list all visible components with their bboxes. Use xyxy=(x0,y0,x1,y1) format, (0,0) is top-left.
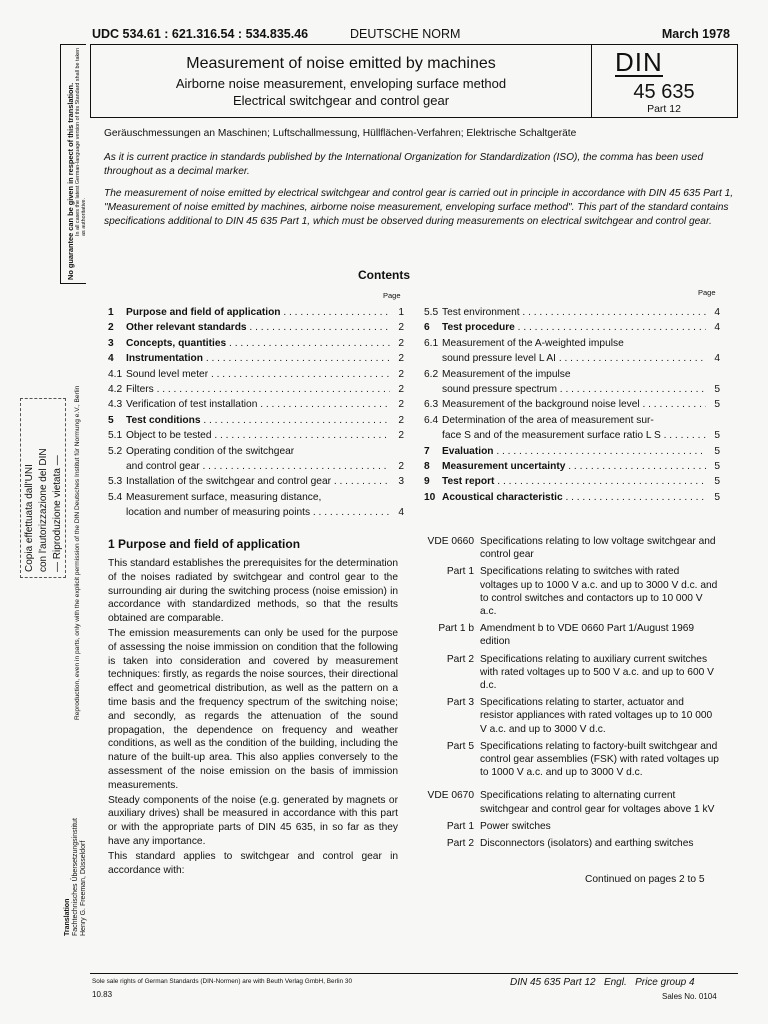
toc-entry-page: 5 xyxy=(714,476,720,488)
toc-entry-page: 2 xyxy=(398,430,404,442)
guarantee-note: No guarantee can be given in respect of this translation. xyxy=(66,82,75,280)
toc-entry xyxy=(108,490,404,505)
toc-entry-label: Test report xyxy=(442,476,495,488)
vde-entry-text: Specifications relating to starter, actuator and resistor appliances with rated voltages up to 10 000 V a.c. and up to 3000 V d.c. xyxy=(480,697,713,735)
section-1-heading: 1 Purpose and field of application xyxy=(108,537,301,551)
toc-entry-page xyxy=(706,367,720,382)
document-title: Measurement of noise emitted by machines xyxy=(186,55,496,72)
vde-entry xyxy=(418,740,720,780)
vde-entry xyxy=(418,789,720,815)
vde-entry-key: Part 3 xyxy=(446,697,474,709)
toc-entry-label: Concepts, quantities xyxy=(126,337,227,349)
toc-entry xyxy=(108,459,404,474)
toc-entry-page: 5 xyxy=(714,384,720,396)
section-1-para-1: This standard establishes the prerequisites for the determination of the noises radiated by switchgear and control gear to the surrounding air during the switching process (noise emission) in accordance with standardized methods, so that the results obtained are comparable. xyxy=(108,558,398,625)
toc-entry-page: 4 xyxy=(398,507,404,519)
toc-entry-page xyxy=(706,336,720,351)
toc-entry-label: Object to be tested xyxy=(126,430,212,442)
toc-entry-page: 5 xyxy=(714,461,720,473)
toc-entry-number: 5.2 xyxy=(108,445,123,457)
translation-person: Henry G. Freeman, Düsseldorf xyxy=(80,840,87,936)
sale-rights: Sole sale rights of German Standards (DIN-Normen) are with Beuth Verlag GmbH, Berlin 30 xyxy=(92,978,352,985)
toc-entry xyxy=(424,474,720,489)
toc-entry-page: 2 xyxy=(398,399,404,411)
toc-entry xyxy=(108,367,404,382)
publication-date: March 1978 xyxy=(661,27,730,41)
toc-entry-page xyxy=(390,490,404,505)
toc-entry-label: Evaluation xyxy=(442,445,494,457)
toc-entry-number: 5.3 xyxy=(108,476,123,488)
toc-entry-label: Measurement surface, measuring distance, xyxy=(126,491,322,503)
toc-entry-number xyxy=(424,351,442,366)
vde-entry-text: Specifications relating to auxiliary current switches with rated voltages up to 500 V a.c. and up to 600 V d.c. xyxy=(480,653,714,692)
toc-entry-label: Other relevant standards xyxy=(126,322,247,334)
toc-entry-page: 2 xyxy=(398,384,404,396)
toc-entry xyxy=(424,367,720,382)
page-label-left: Page xyxy=(383,291,401,300)
vde-entry-text: Specifications relating to switches with rated voltages up to 1000 V a.c. and up to 3000 V d.c. and to control switches and contactors up to 10 000 V a.c. xyxy=(480,566,718,618)
toc-entry-label: Determination of the area of measurement sur- xyxy=(442,414,654,426)
toc-entry xyxy=(424,397,720,412)
stamp-line-2: con l'autorizzazione del DIN xyxy=(38,448,49,572)
toc-entry-label: location and number of measuring points xyxy=(126,507,311,519)
toc-entry xyxy=(424,351,720,366)
toc-entry-number: 6.2 xyxy=(424,368,439,380)
vde-entry-key: Part 1 xyxy=(446,820,474,832)
toc-entry-page: 2 xyxy=(398,353,404,365)
contents-heading: Contents xyxy=(358,268,410,282)
toc-entry-label: face S and of the measurement surface ratio L S xyxy=(442,430,661,442)
standard-number: 45 635 xyxy=(633,81,695,103)
toc-entry xyxy=(108,397,404,412)
toc-entry xyxy=(108,351,404,366)
continued-note: Continued on pages 2 to 5 xyxy=(585,874,705,885)
toc-entry-page: 2 xyxy=(398,414,404,426)
translation-label: Translation xyxy=(64,898,71,936)
vde-entry-text: Disconnectors (isolators) and earthing switches xyxy=(480,838,694,850)
toc-entry xyxy=(424,336,720,351)
reproduction-notice: Reproduction, even in parts, only with the explicit permission of the DIN Deutsches Institut für Normung e.V., Berlin xyxy=(74,385,81,720)
toc-entry-number: 4 xyxy=(108,353,114,365)
toc-entry-label: Sound level meter xyxy=(126,368,209,380)
stamp-line-1: Copia effettuata dall'UNI xyxy=(24,464,35,572)
vde-entry xyxy=(418,696,720,736)
toc-entry-label: Filters xyxy=(126,384,154,396)
toc-entry-number: 5.1 xyxy=(108,430,123,442)
page-label-right: Page xyxy=(698,288,716,297)
section-1-para-3: Steady components of the noise (e.g. generated by magnets or auxiliary drives) shall be measured in accordance with this part or with the appropriate parts of DIN 45 635, in so far as they have any importance. xyxy=(108,794,398,847)
toc-entry-number: 10 xyxy=(424,491,436,503)
document-subtitle-1: Airborne noise measurement, enveloping surface method xyxy=(175,76,507,91)
toc-entry xyxy=(108,474,404,489)
toc-entry-page xyxy=(390,444,404,459)
toc-entry-number: 4.3 xyxy=(108,399,123,411)
toc-entry-number: 2 xyxy=(108,322,114,334)
toc-entry xyxy=(108,505,404,520)
toc-entry-number xyxy=(108,459,126,474)
print-code: 10.83 xyxy=(92,990,113,999)
din-logo: DIN xyxy=(615,47,663,77)
toc-entry xyxy=(424,459,720,474)
guarantee-small-note: In all cases the latest German-language version of this Standard shall be taken as authoritative. xyxy=(75,47,88,236)
toc-entry-label: sound pressure spectrum xyxy=(442,384,557,396)
vde-entry xyxy=(418,565,720,618)
toc-entry xyxy=(424,305,720,320)
toc-entry xyxy=(108,336,404,351)
translation-institute: Fachtechnisches Übersetzungsinstitut xyxy=(72,818,79,936)
toc-entry-page: 4 xyxy=(714,307,720,318)
toc-entry-number: 4.2 xyxy=(108,384,123,396)
toc-entry-label: sound pressure level L AI xyxy=(442,353,557,365)
toc-entry-page: 2 xyxy=(398,337,404,349)
vde-entry-text: Specifications relating to factory-built switchgear and control gear assemblies (FSK) with rated voltages up to 1000 V a.c. and up to 3000 V d.c. xyxy=(480,740,719,779)
toc-entry-label: Measurement of the A-weighted impulse xyxy=(442,337,624,349)
document-subtitle-2: Electrical switchgear and control gear xyxy=(232,93,450,108)
toc-entry-page: 4 xyxy=(714,353,720,365)
toc-entry-number: 5.4 xyxy=(108,491,123,503)
toc-entry-page: 5 xyxy=(714,399,720,411)
section-1-body xyxy=(108,557,398,877)
toc-entry xyxy=(424,444,720,459)
toc-entry-label: Measurement of the impulse xyxy=(442,368,571,380)
vde-entry xyxy=(418,820,720,833)
toc-entry-label: Acoustical characteristic xyxy=(442,491,563,503)
toc-entry-number: 9 xyxy=(424,476,430,488)
toc-right-column xyxy=(424,305,720,505)
toc-entry-number: 3 xyxy=(108,337,114,349)
toc-entry-page xyxy=(706,413,720,428)
toc-entry-label: Verification of test installation xyxy=(126,399,258,411)
section-1-para-2: The emission measurements can only be used for the purpose of assessing the noise immission on condition that the following is taken into consideration and covered by measurement techniques: firstly, as regards the noise sources, their directional effect and geometrical distribution, as well as the pattern on a time basis and the frequency spectrum of the switching noise; and secondly, as regards the attenuation of the sound propagation, the dependence on frequency and weather conditions, as well as the condition of the building, including the nature of the built-up area. This also applies conversely to the assessment of the noise emission on the basis of immission measurements. xyxy=(108,627,398,791)
vde-entry xyxy=(418,837,720,850)
vde-entry xyxy=(418,622,720,648)
toc-entry-number: 7 xyxy=(424,445,430,457)
toc-entry xyxy=(108,413,404,428)
toc-entry-page: 2 xyxy=(398,461,404,473)
toc-entry-page: 1 xyxy=(398,307,404,318)
toc-entry-page: 3 xyxy=(398,476,404,488)
title-block xyxy=(90,44,738,118)
scope-note: The measurement of noise emitted by electrical switchgear and control gear is carried out in principle in accordance with DIN 45 635 Part 1, "Measurement of noise emitted by machines, airborne noise measurement, enveloping surface method". This part of the standard contains specifications additional to DIN 45 635 Part 1, which must be observed during measurements on electrical switchgear and control gear. xyxy=(104,188,734,227)
vde-entry-key: VDE 0670 xyxy=(427,790,474,802)
toc-entry-page: 2 xyxy=(398,368,404,380)
toc-entry-page: 5 xyxy=(714,430,720,442)
toc-entry xyxy=(424,413,720,428)
vde-entry xyxy=(418,535,720,561)
toc-entry xyxy=(108,428,404,443)
toc-entry-label: Installation of the switchgear and control gear xyxy=(126,476,332,488)
vde-entry-key: Part 5 xyxy=(446,740,474,752)
toc-entry-label: Test environment xyxy=(442,307,520,318)
vde-entry-text: Specifications relating to alternating current switchgear and control gear for voltages above 1 kV xyxy=(480,790,715,815)
toc-entry-label: Operating condition of the switchgear xyxy=(126,445,295,457)
toc-entry xyxy=(424,428,720,443)
vde-entry xyxy=(418,653,720,693)
vde-entry-text: Amendment b to VDE 0660 Part 1/August 1969 edition xyxy=(480,623,695,648)
toc-entry-number: 8 xyxy=(424,461,430,473)
toc-entry-label: Purpose and field of application xyxy=(126,307,281,318)
toc-entry-page: 5 xyxy=(714,445,720,457)
toc-entry-number xyxy=(108,505,126,520)
toc-entry xyxy=(424,320,720,335)
toc-entry xyxy=(108,382,404,397)
section-1-para-4: This standard applies to switchgear and control gear in accordance with: xyxy=(108,850,398,876)
toc-entry-number: 5.5 xyxy=(424,307,439,318)
toc-entry-label: Test conditions xyxy=(126,414,201,426)
sales-number: Sales No. 0104 xyxy=(662,992,717,1001)
toc-entry xyxy=(424,490,720,505)
vde-entry-key: Part 2 xyxy=(446,838,474,850)
toc-entry-label: and control gear xyxy=(126,461,200,473)
vde-entry-key: Part 1 b xyxy=(438,623,474,635)
udc-classification: UDC 534.61 : 621.316.54 : 534.835.46 xyxy=(92,27,309,41)
toc-entry-number: 6.4 xyxy=(424,414,439,426)
toc-entry-page: 4 xyxy=(714,322,720,334)
toc-entry-number: 6.1 xyxy=(424,337,439,349)
toc-entry-number: 5 xyxy=(108,414,114,426)
vde-list xyxy=(418,535,720,850)
toc-entry-label: Measurement of the background noise level xyxy=(442,399,640,411)
vde-entry-key: VDE 0660 xyxy=(427,536,474,547)
vde-entry-key: Part 2 xyxy=(446,653,474,665)
comma-note: As it is current practice in standards published by the International Organization for Standardization (ISO), the comma has been used throughout as a decimal marker. xyxy=(104,152,704,177)
footer-rule xyxy=(90,973,738,974)
vde-entry-text: Specifications relating to low voltage switchgear and control gear xyxy=(480,536,716,561)
toc-entry-label: Measurement uncertainty xyxy=(442,461,566,473)
toc-entry-label: Test procedure xyxy=(442,322,515,334)
german-title: Geräuschmessungen an Maschinen; Luftschallmessung, Hüllflächen-Verfahren; Elektrische Schaltgeräte xyxy=(104,128,577,139)
standard-part: Part 12 xyxy=(647,103,681,115)
toc-entry-number xyxy=(424,428,442,443)
toc-entry xyxy=(108,444,404,459)
stamp-line-3: — Riproduzione vietata — xyxy=(52,455,63,572)
vde-entry-key: Part 1 xyxy=(446,566,474,578)
toc-entry-page: 5 xyxy=(714,491,720,503)
title-divider xyxy=(591,45,592,117)
vde-entry-text: Power switches xyxy=(480,820,551,832)
document-reference: DIN 45 635 Part 12 Engl. Price group 4 xyxy=(510,977,695,988)
toc-entry xyxy=(424,382,720,397)
toc-entry xyxy=(108,320,404,335)
toc-entry-number: 6 xyxy=(424,322,430,334)
toc-entry-label: Instrumentation xyxy=(126,353,203,365)
toc-entry-number: 6.3 xyxy=(424,399,439,411)
toc-entry-number: 1 xyxy=(108,307,114,318)
toc-entry-number xyxy=(424,382,442,397)
toc-left-column xyxy=(108,305,404,521)
standard-type: DEUTSCHE NORM xyxy=(350,27,461,41)
toc-entry-number: 4.1 xyxy=(108,368,123,380)
toc-entry-page: 2 xyxy=(398,322,404,334)
toc-entry xyxy=(108,305,404,320)
